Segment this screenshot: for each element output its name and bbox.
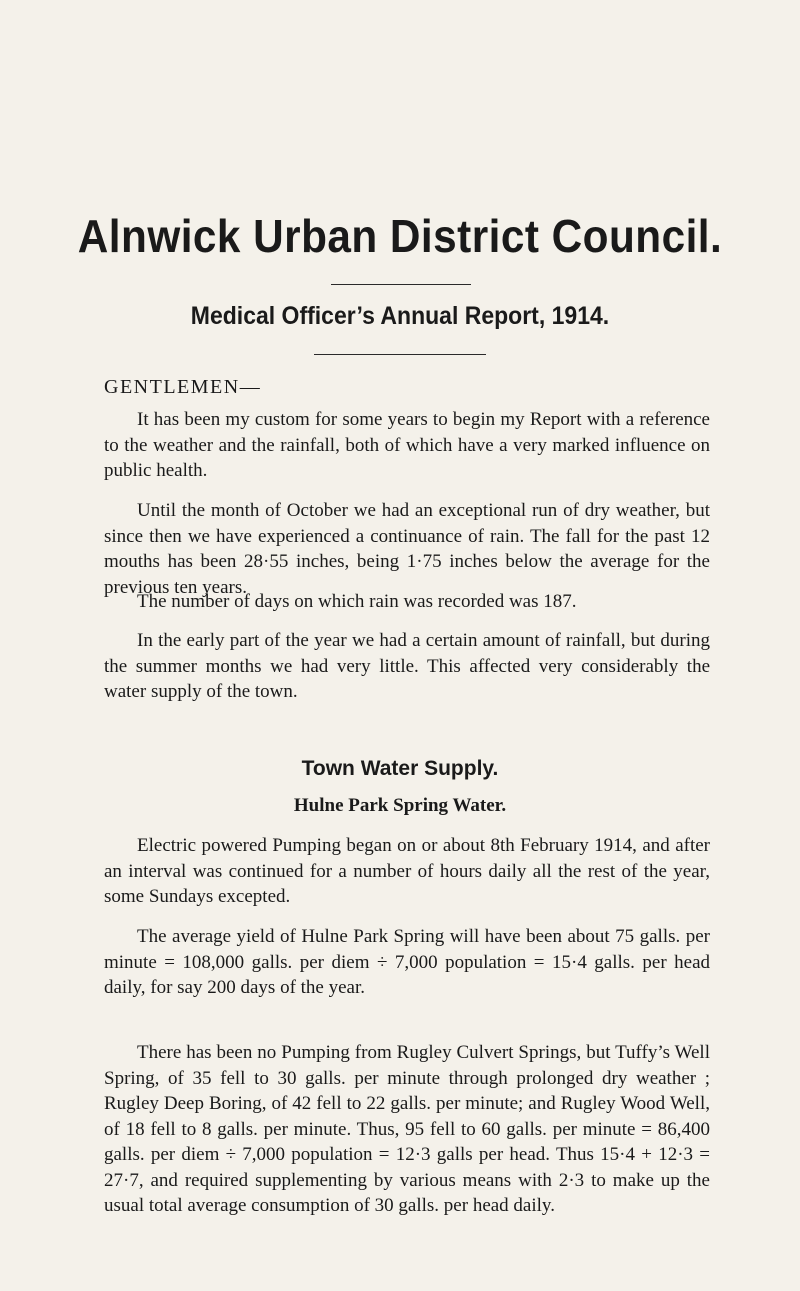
section-subheading: Hulne Park Spring Water.: [293, 795, 507, 816]
paragraph-rugley-springs: There has been no Pumping from Rugley Culvert Springs, but Tuffy’s Well Spring, of 35 fell to 30 galls. per minute through prolonged dry weather ; Rugley Deep Boring, of 42 fell to 22 galls. per minute; and Rugley Wood Well, of 18 fell to 8 galls. per minute. Thus, 95 fell to 60 galls. per minute = 86,400 galls. per diem ÷ 7,000 population = 12·3 galls per head. Thus 15·4 + 12·3 = 27·7, and required supplementing by various means with 2·3 to make up the usual total average consumption of 30 galls. per head daily.: [104, 1042, 710, 1216]
paragraph-weather: Until the month of October we had an exceptional run of dry weather, but since then we have experienced a continuance of rain. The fall for the past 12 mouths has been 28·55 inches, being 1·75 inches below the average for the previous ten years.: [104, 500, 710, 598]
paragraph-rainfall: In the early part of the year we had a certain amount of rainfall, but during the summer months we had very little. This affected very considerably the water supply of the town.: [104, 630, 710, 702]
salutation: GENTLEMEN—: [104, 376, 262, 398]
section-heading: Town Water Supply.: [301, 757, 499, 780]
paragraph-average-yield: The average yield of Hulne Park Spring will have been about 75 galls. per minute = 108,000 galls. per diem ÷ 7,000 population = 15·4 galls. per head daily, for say 200 days of the year.: [104, 926, 710, 998]
page-title: Alnwick Urban District Council.: [77, 210, 723, 262]
page-subtitle: Medical Officer’s Annual Report, 1914.: [190, 302, 610, 330]
paragraph-rain-days: The number of days on which rain was recorded was 187.: [137, 591, 577, 612]
paragraph-pumping: Electric powered Pumping began on or about 8th February 1914, and after an interval was continued for a number of hours daily all the rest of the year, some Sundays excepted.: [104, 835, 710, 907]
title-divider-top: [331, 284, 471, 285]
paragraph-intro: It has been my custom for some years to begin my Report with a reference to the weather and the rainfall, both of which have a very marked influence on public health.: [104, 409, 710, 481]
title-divider-bottom: [314, 354, 486, 355]
